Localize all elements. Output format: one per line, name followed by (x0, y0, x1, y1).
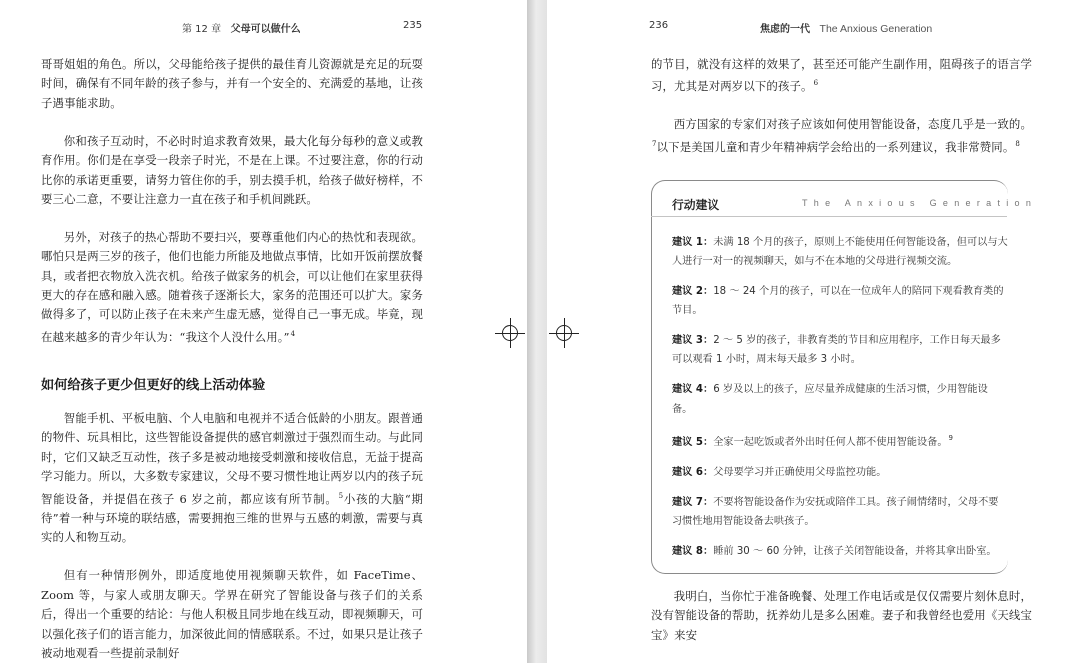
left-body-top (41, 55, 423, 347)
suggestion-label: 建议 2： (672, 286, 714, 298)
suggestion-list (672, 233, 1008, 572)
box-title-en: The Anxious Generation (802, 198, 1038, 208)
right-body-bottom (651, 587, 1032, 645)
paragraph (651, 55, 1032, 97)
suggestion-text: 6 岁及以上的孩子，应尽量养成健康的生活习惯，少用智能设备。 (672, 384, 988, 415)
paragraph-text: 的节目，就没有这样的效果了，甚至还可能产生副作用，阻碍孩子的语言学习，尤其是对两岁以下的孩子。 (651, 57, 1032, 94)
suggestion-text: 18 ～ 24 个月的孩子，可以在一位成年人的陪同下观看教育类的节目。 (672, 286, 1004, 317)
chapter-title: 父母可以做什么 (230, 24, 301, 35)
right-page (547, 0, 1080, 663)
suggestion-item (672, 429, 1008, 452)
paragraph-text: 另外，对孩子的热心帮助不要扫兴，要尊重他们内心的热忱和表现欲。哪怕只是两三岁的孩子，他们也能力所能及地做点事情，比如开饭前摆放餐具，或者把衣物放入洗衣机。给孩子做家务的机会，可以让他们在家里获得更大的存在感和融入感。随着孩子逐渐长大，家务的范围还可以扩大。家务做得多了，可以防止孩子在未来产生虚无感，觉得自己一事无成。毕竟，现在越来越多的青少年认为：“我这个人没什么用。” (41, 229, 423, 344)
box-divider (651, 216, 1007, 217)
suggestion-text: 不要将智能设备作为安抚或陪伴工具。孩子闹情绪时，父母不要习惯性地用智能设备去哄孩子。 (672, 496, 999, 528)
paragraph-text: 西方国家的专家们对孩子应该如何使用智能设备，态度几乎是一致的。 (673, 117, 1032, 132)
section-heading: 如何给孩子更少但更好的线上活动体验 (41, 378, 266, 393)
suggestion-label: 建议 3： (672, 335, 714, 347)
footnote-ref: 8 (1015, 139, 1020, 148)
footnote-ref: 9 (948, 434, 953, 443)
suggestion-label: 建议 7： (672, 496, 714, 508)
suggestion-text: 父母要学习并正确使用父母监控功能。 (713, 467, 887, 479)
paragraph: 哥哥姐姐的角色。所以，父母能给孩子提供的最佳育儿资源就是充足的玩耍时间，确保有不同年龄的孩子参与，并有一个安全的、充满爱的基地，让孩子遇事能求助。 (41, 57, 423, 110)
box-title: 行动建议 (672, 198, 720, 212)
suggestion-item (672, 463, 1008, 482)
paragraph-text: 以下是美国儿童和青少年精神病学会给出的一系列建议，我非常赞同。 (656, 139, 1015, 154)
footnote-ref: 5 (338, 491, 344, 500)
paragraph (41, 228, 423, 347)
suggestion-text: 全家一起吃饭或者外出时任何人都不使用智能设备。 (713, 437, 948, 449)
left-page-number: 235 (403, 20, 423, 31)
book-title-cn: 焦虑的一代 (760, 24, 810, 35)
suggestion-item (672, 233, 1008, 272)
left-page-header (182, 20, 301, 35)
left-body-bottom (41, 409, 423, 663)
footnote-ref: 6 (813, 79, 819, 88)
suggestion-label: 建议 5： (672, 437, 714, 449)
footnote-ref: 4 (290, 329, 296, 338)
paragraph (651, 115, 1032, 157)
right-page-header (760, 20, 932, 35)
paragraph: 我明白，当你忙于准备晚餐、处理工作电话或是仅仅需要片刻休息时，没有智能设备的帮助，抚养幼儿是多么困难。妻子和我曾经也爱用《天线宝宝》来安 (651, 589, 1032, 642)
suggestion-label: 建议 8： (672, 546, 714, 558)
paragraph-text: 智能手机、平板电脑、个人电脑和电视并不适合低龄的小朋友。跟普通的物件、玩具相比，这些智能设备提供的感官刺激过于强烈而生动。与此同时，它们又缺乏互动性，孩子多是被动地接受刺激和接收信息，无益于提高学习能力。所以，大多数专家建议，父母不要习惯性地让两岁以内的孩子玩智能设备，并提倡在孩子 6 岁之前，都应该有所节制。 (41, 411, 423, 506)
suggestion-item (672, 542, 1008, 561)
right-body-top (651, 55, 1032, 157)
suggestion-item (672, 380, 1008, 419)
chapter-number: 第 12 章 (182, 24, 222, 35)
suggestion-text: 2 ～ 5 岁的孩子，非教育类的节目和应用程序，工作日每天最多可以观看 1 小时，周末每天最多 3 小时。 (672, 335, 1001, 366)
suggestion-item (672, 331, 1008, 370)
registration-mark-icon (495, 318, 525, 348)
suggestion-item (672, 493, 1008, 532)
suggestion-label: 建议 1： (672, 237, 714, 248)
suggestion-label: 建议 6： (672, 467, 714, 479)
right-page-number: 236 (649, 20, 669, 31)
book-gutter (527, 0, 547, 663)
book-title-en: The Anxious Generation (819, 23, 933, 35)
suggestion-label: 建议 4： (672, 384, 714, 396)
registration-mark-icon (549, 318, 579, 348)
suggestion-text: 未满 18 个月的孩子，原则上不能使用任何智能设备，但可以与大人进行一对一的视频聊天，如与不在本地的父母进行视频交流。 (672, 237, 1008, 268)
paragraph: 但有一种情形例外，即适度地使用视频聊天软件，如 FaceTime、Zoom 等，与家人或朋友聊天。学界在研究了智能设备与孩子们的关系后，得出一个重要的结论：与他人积极且同步地在线互动，即视频聊天，可以强化孩子们的语言能力，加深彼此间的情感联系。不过，如果只是让孩子被动地观看一些提前录制好 (41, 568, 423, 660)
paragraph (41, 409, 423, 548)
footnote-ref: 7 (652, 139, 657, 148)
suggestion-item (672, 282, 1008, 321)
suggestion-text: 睡前 30 ～ 60 分钟，让孩子关闭智能设备，并将其拿出卧室。 (713, 546, 997, 558)
paragraph: 你和孩子互动时，不必时时追求教育效果，最大化每分每秒的意义或教育作用。你们是在享受一段亲子时光，不是在上课。不过要注意，你的行动比你的承诺更重要，请努力管住你的手，别去摸手机，给孩子做好榜样，不要三心二意，不要让注意力一直在孩子和手机间跳跃。 (41, 133, 423, 206)
paragraph-text: 小孩的大脑“期待”着一种与环境的联结感，需要拥抱三维的世界与五感的刺激，需要与真实的人和物互动。 (41, 491, 424, 545)
left-page (0, 0, 527, 663)
